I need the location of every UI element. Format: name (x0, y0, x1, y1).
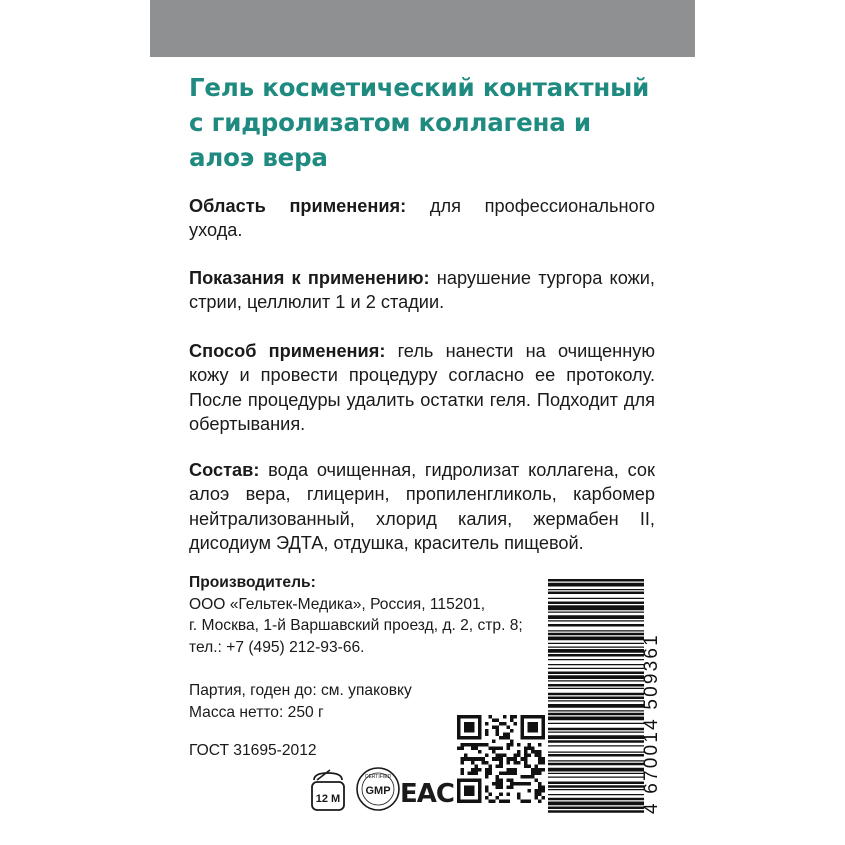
section-label: Способ применения: (189, 341, 386, 361)
shelf-life-jar-icon (308, 768, 348, 814)
section-label: Показания к применению: (189, 268, 430, 288)
top-gray-band (150, 0, 695, 57)
section-label: Состав: (189, 460, 260, 480)
manufacturer-phone: тел.: +7 (495) 212-93-66. (189, 638, 365, 656)
manufacturer-block (189, 572, 523, 658)
barcode-digits: 4 670014 509361 (641, 633, 662, 814)
gmp-top-text: CERTIFIED (364, 774, 392, 780)
batch-expiry: Партия, годен до: см. упаковку (189, 682, 412, 699)
eac-mark-icon (400, 776, 454, 809)
section-text: нарушение тургора кожи, стрии, целлюлит 1 и 2 стадии. (189, 268, 655, 313)
section-composition (189, 458, 655, 555)
eac-label: ЕАС (400, 779, 454, 809)
section-text: для профессионального ухода. (189, 196, 655, 241)
qr-code (457, 715, 545, 803)
gost-standard: ГОСТ 31695-2012 (189, 742, 317, 759)
product-title: Гель косметический контактный с гидролизатом коллагена и алоэ вера (189, 73, 650, 172)
gmp-label: GMP (365, 785, 391, 797)
batch-block (189, 680, 412, 723)
section-usage (189, 339, 655, 436)
gmp-certified-icon (355, 766, 401, 812)
manufacturer-line: г. Москва, 1-й Варшавский проезд, д. 2, стр. 8; (189, 617, 523, 634)
section-application-area (189, 194, 655, 243)
jar-label: 12 M (315, 793, 341, 805)
section-indications (189, 266, 655, 315)
section-text: вода очищенная, гидролизат коллагена, сок алоэ вера, глицерин, пропиленгликоль, карбомер нейтрализованный, хлорид калия, жермабен II, дисодиум ЭДТА, отдушка, краситель пищевой. (189, 460, 655, 553)
section-label: Область применения: (189, 196, 407, 216)
section-text: гель нанести на очищенную кожу и провести процедуру согласно ее протоколу. После процедуры удалить остатки геля. Подходит для обертывания. (189, 341, 655, 434)
barcode (548, 579, 644, 814)
net-weight: Масса нетто: 250 г (189, 703, 324, 721)
manufacturer-heading: Производитель: (189, 574, 316, 591)
manufacturer-line: ООО «Гельтек-Медика», Россия, 115201, (189, 595, 486, 613)
